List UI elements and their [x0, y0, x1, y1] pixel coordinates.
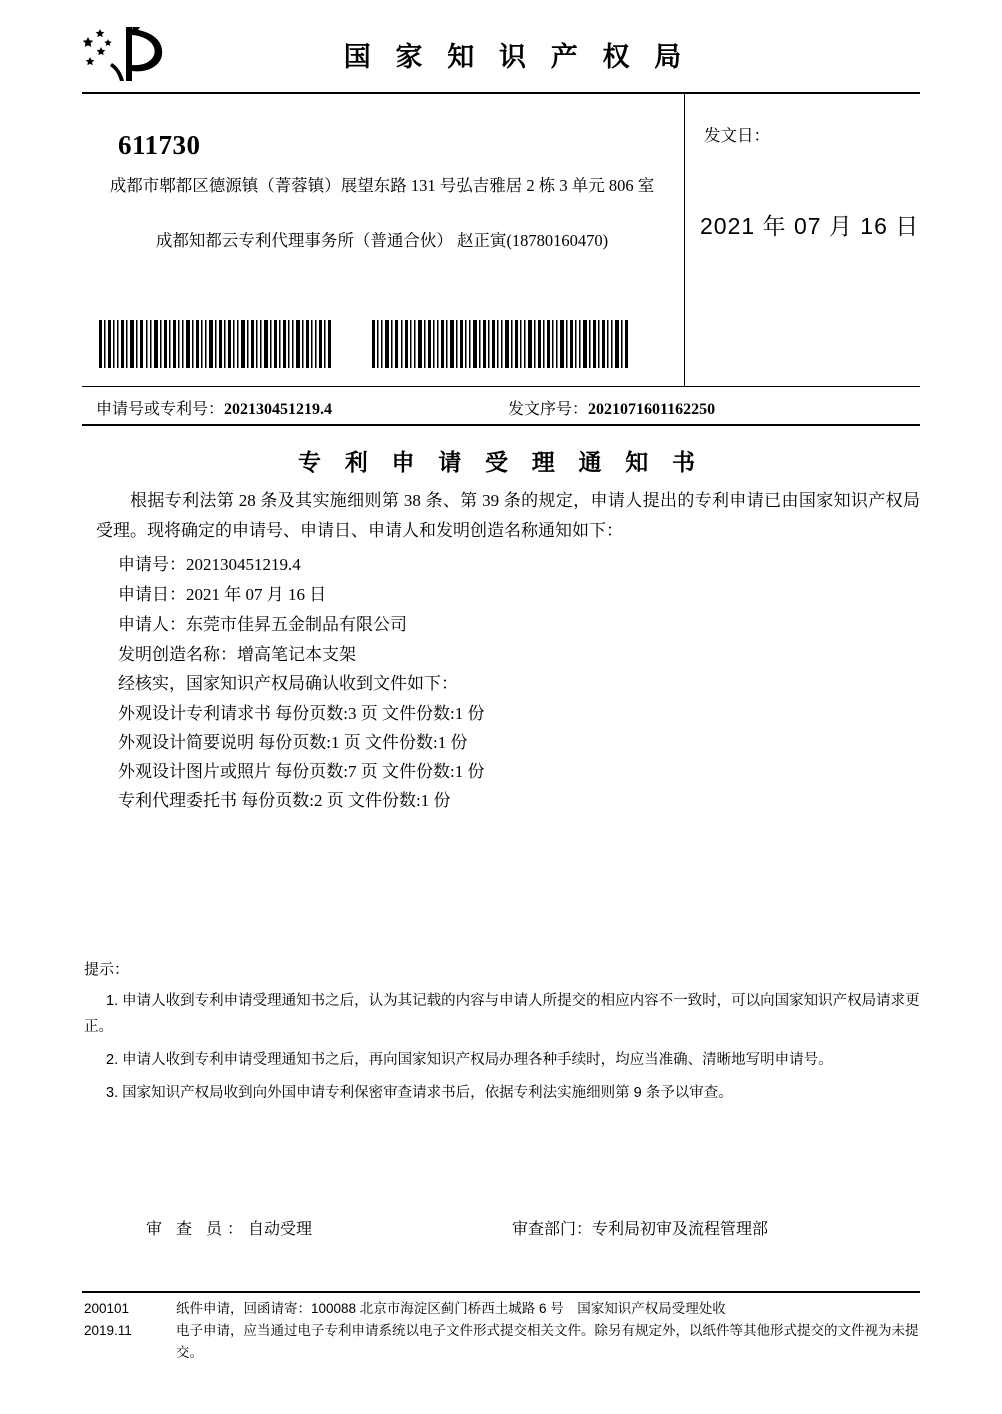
- recipient-address: 成都市郫都区德源镇（菁蓉镇）展望东路 131 号弘吉雅居 2 栋 3 单元 806 室: [109, 176, 655, 195]
- address-date-divider: [684, 94, 685, 386]
- cnipa-emblem-icon: [82, 23, 174, 85]
- field-application-date: 申请日：2021 年 07 月 16 日: [118, 585, 327, 604]
- footer-line-electronic: 电子申请，应当通过电子专利申请系统以电子文件形式提交相关文件。除另有规定外，以纸件等其他形式提交的文件视为未提交。: [176, 1323, 919, 1360]
- document-header: [82, 18, 920, 90]
- examiner: [146, 1216, 312, 1239]
- list-item: 外观设计图片或照片 每份页数:7 页 文件份数:1 份: [118, 762, 485, 781]
- notice-title: 专 利 申 请 受 理 通 知 书: [298, 450, 704, 475]
- application-number: [96, 396, 332, 419]
- department-value: 专利局初审及流程管理部: [592, 1221, 769, 1238]
- documents-intro: 经核实，国家知识产权局确认收到文件如下：: [118, 674, 458, 693]
- tips-label: 提示：: [84, 961, 130, 978]
- examiner-label: 审 查 员：: [146, 1221, 249, 1238]
- list-item: 外观设计专利请求书 每份页数:3 页 文件份数:1 份: [118, 704, 485, 723]
- barcode-dispatch-number: [372, 320, 630, 368]
- application-number-value: 202130451219.4: [224, 401, 333, 418]
- header-divider: [82, 92, 920, 94]
- application-number-label: 申请号或专利号：: [96, 401, 225, 418]
- tips-list: [84, 988, 920, 1113]
- notice-paragraph: 根据专利法第 28 条及其实施细则第 38 条、第 39 条的规定，申请人提出的专利申请已由国家知识产权局受理。现将确定的申请号、申请日、申请人和发明创造名称通知如下：: [96, 491, 920, 540]
- field-application-number: 申请号：202130451219.4: [118, 555, 301, 574]
- list-item: 专利代理委托书 每份页数:2 页 文件份数:1 份: [118, 791, 451, 810]
- page-title: 国 家 知 识 产 权 局: [343, 41, 691, 72]
- list-item: 3. 国家知识产权局收到向外国申请专利保密审查请求书后，依据专利法实施细则第 9 条予以审查。: [106, 1085, 733, 1101]
- recipient-agent: 成都知都云专利代理事务所（普通合伙） 赵正寅(18780160470): [155, 231, 609, 250]
- footer-code-version: 2019.11: [84, 1323, 132, 1338]
- recipient-serial: 611730: [118, 130, 201, 160]
- dispatch-number-label: 发文序号：: [508, 401, 589, 418]
- department-label: 审查部门：: [512, 1221, 593, 1238]
- numbers-divider-bottom: [82, 424, 920, 426]
- numbers-divider-top: [82, 386, 920, 387]
- dispatch-number: [508, 396, 715, 419]
- dispatch-number-value: 2021071601162250: [588, 401, 716, 418]
- field-applicant: 申请人：东莞市佳昇五金制品有限公司: [118, 615, 407, 634]
- issue-date-value: 2021 年 07 月 16 日: [700, 213, 920, 239]
- footer-text: [176, 1298, 920, 1364]
- application-fields: [118, 550, 407, 670]
- barcode-application-number: [99, 320, 334, 368]
- field-invention-title: 发明创造名称：增高笔记本支架: [118, 645, 356, 664]
- documents-list: [118, 699, 484, 815]
- footer-line-paper: 纸件申请，回函请寄：100088 北京市海淀区蓟门桥西土城路 6 号 国家知识产权局受理处收: [176, 1301, 726, 1316]
- examiner-value: 自动受理: [248, 1221, 313, 1238]
- list-item: 2. 申请人收到专利申请受理通知书之后，再向国家知识产权局办理各种手续时，均应当准确、清晰地写明申请号。: [106, 1052, 833, 1068]
- issue-date-label: 发文日：: [704, 126, 770, 145]
- footer-codes: [84, 1298, 132, 1342]
- footer-code-form: 200101: [84, 1301, 130, 1316]
- list-item: 外观设计简要说明 每份页数:1 页 文件份数:1 份: [118, 733, 468, 752]
- footer-divider: [82, 1291, 920, 1293]
- list-item: 1. 申请人收到专利申请受理通知书之后，认为其记载的内容与申请人所提交的相应内容不一致时，可以向国家知识产权局请求更正。: [84, 993, 920, 1035]
- department: [512, 1216, 768, 1239]
